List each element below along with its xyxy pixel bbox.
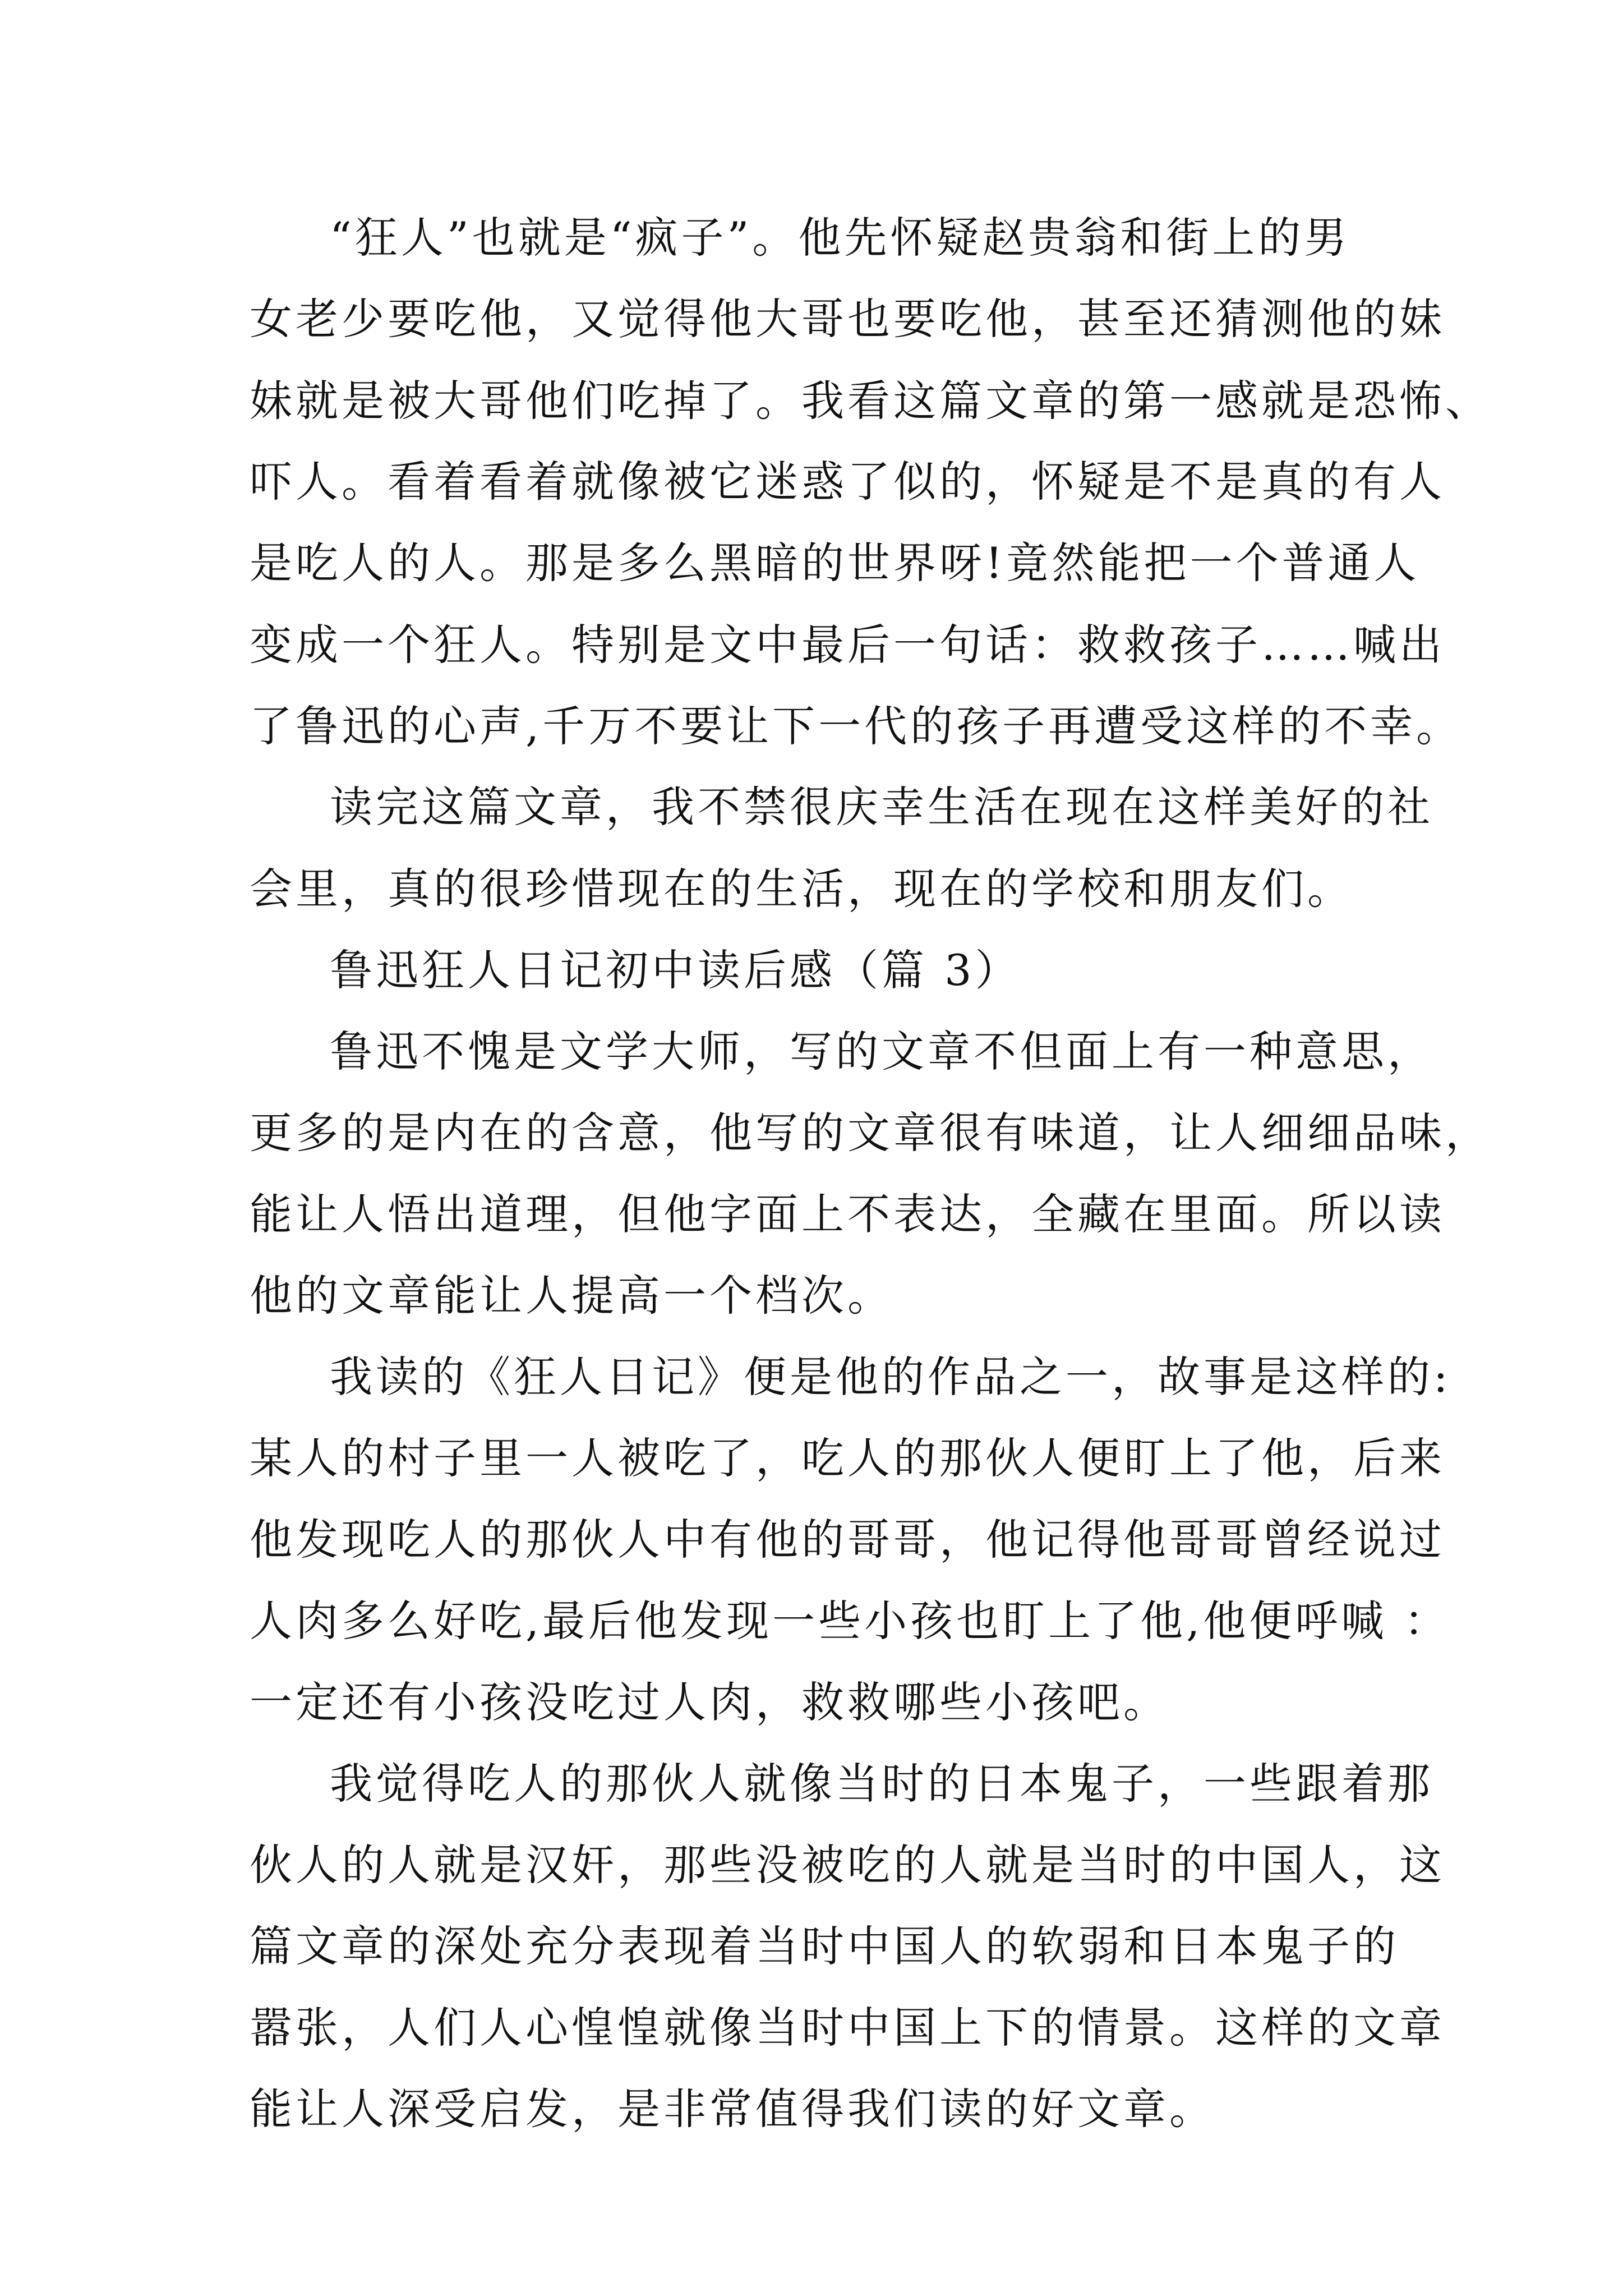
text-line-1: “狂人”也就是“疯子”。他先怀疑赵贵翁和街上的男 <box>330 213 1350 263</box>
text-line-22: 篇文章的深处充分表现着当时中国人的软弱和日本鬼子的 <box>250 1921 1399 1971</box>
text-line-3: 妹就是被大哥他们吃掉了。我看这篇文章的第一感就是恐怖、 <box>250 376 1491 426</box>
text-line-15: 我读的《狂人日记》便是他的作品之一，故事是这样的: <box>330 1352 1451 1402</box>
text-line-24: 能让人深受启发，是非常值得我们读的好文章。 <box>250 2084 1215 2134</box>
text-line-8: 读完这篇文章，我不禁很庆幸生活在现在这样美好的社 <box>330 782 1433 832</box>
text-line-9: 会里，真的很珍惜现在的生活，现在的学校和朋友们。 <box>250 864 1353 914</box>
text-line-19: 一定还有小孩没吃过人肉，救救哪些小孩吧。 <box>250 1677 1169 1727</box>
text-line-14: 他的文章能让人提高一个档次。 <box>250 1271 893 1320</box>
text-line-5: 是吃人的人。那是多么黑暗的世界呀!竟然能把一个普通人 <box>250 538 1420 588</box>
text-line-16: 某人的村子里一人被吃了，吃人的那伙人便盯上了他，后来 <box>250 1433 1445 1483</box>
text-line-21: 伙人的人就是汉奸，那些没被吃的人就是当时的中国人，这 <box>250 1840 1445 1890</box>
text-line-7: 了鲁迅的心声,千万不要让下一代的孩子再遭受这样的不幸。 <box>250 701 1463 751</box>
text-line-4: 吓人。看着看着就像被它迷惑了似的，怀疑是不是真的有人 <box>250 457 1445 507</box>
text-line-13: 能让人悟出道理，但他字面上不表达，全藏在里面。所以读 <box>250 1189 1445 1239</box>
text-line-20: 我觉得吃人的那伙人就像当时的日本鬼子，一些跟着那 <box>330 1759 1433 1809</box>
text-line-12: 更多的是内在的含意，他写的文章很有味道，让人细细品味， <box>250 1108 1491 1158</box>
text-line-6: 变成一个狂人。特别是文中最后一句话：救救孩子……喊出 <box>250 620 1445 670</box>
text-line-18: 人肉多么好吃,最后他发现一些小孩也盯上了他,他便呼喊 ： <box>250 1596 1450 1646</box>
text-line-23: 嚣张，人们人心惶惶就像当时中国上下的情景。这样的文章 <box>250 2003 1445 2053</box>
text-line-2: 女老少要吃他，又觉得他大哥也要吃他，甚至还猜测他的妹 <box>250 294 1445 344</box>
section-heading: 鲁迅狂人日记初中读后感（篇 3） <box>330 945 1021 995</box>
text-line-11: 鲁迅不愧是文学大师，写的文章不但面上有一种意思， <box>330 1027 1433 1076</box>
text-line-17: 他发现吃人的那伙人中有他的哥哥，他记得他哥哥曾经说过 <box>250 1515 1445 1565</box>
